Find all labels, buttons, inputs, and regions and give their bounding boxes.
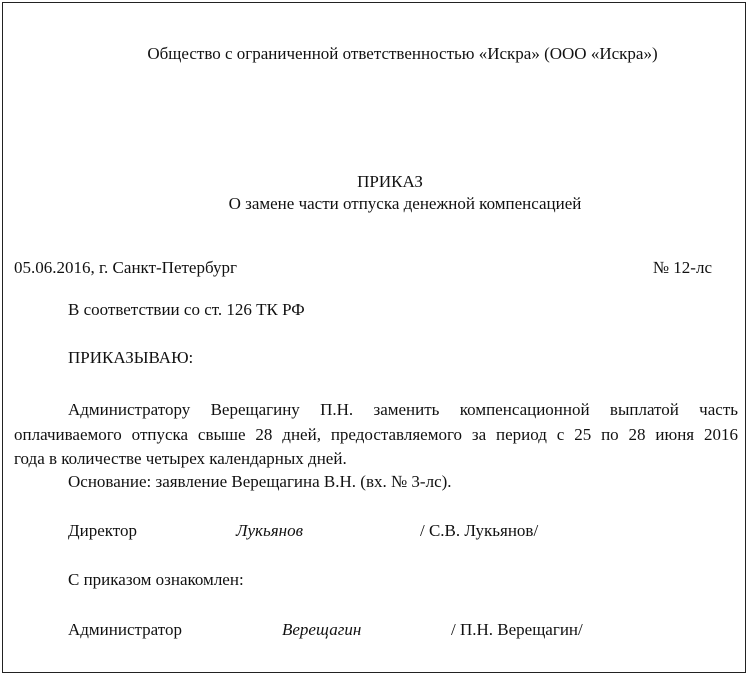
body-line: года в количестве четырех календарных дней.	[14, 449, 347, 468]
order-number: № 12-лс	[652, 258, 712, 277]
director-signature: Лукьянов	[236, 521, 303, 540]
employee-name: / П.Н. Верещагин/	[451, 620, 583, 639]
body-line: оплачиваемого отпуска свыше 28 дней, предоставляемого за период с 25 по 28 июня 2016	[14, 424, 738, 444]
body-line: Администратору Верещагину П.Н. заменить компенсационной выплатой часть	[68, 400, 738, 419]
order-reason: Основание: заявление Верещагина В.Н. (вх. № 3-лс).	[68, 472, 452, 491]
employee-role: Администратор	[68, 620, 182, 639]
organization-name: Общество с ограниченной ответственностью «Искра» (ООО «Искра»)	[147, 44, 658, 63]
order-body-paragraph	[14, 398, 738, 472]
director-name: / С.В. Лукьянов/	[420, 521, 539, 540]
acquainted-label: С приказом ознакомлен:	[68, 570, 244, 589]
legal-basis: В соответствии со ст. 126 ТК РФ	[68, 300, 305, 319]
date-and-place: 05.06.2016, г. Санкт-Петербург	[14, 258, 237, 277]
employee-signature: Верещагин	[282, 620, 362, 639]
document-title: ПРИКАЗ	[357, 172, 423, 191]
order-keyword: ПРИКАЗЫВАЮ:	[68, 348, 194, 367]
director-role: Директор	[68, 521, 137, 540]
document-subtitle: О замене части отпуска денежной компенсацией	[228, 194, 582, 213]
